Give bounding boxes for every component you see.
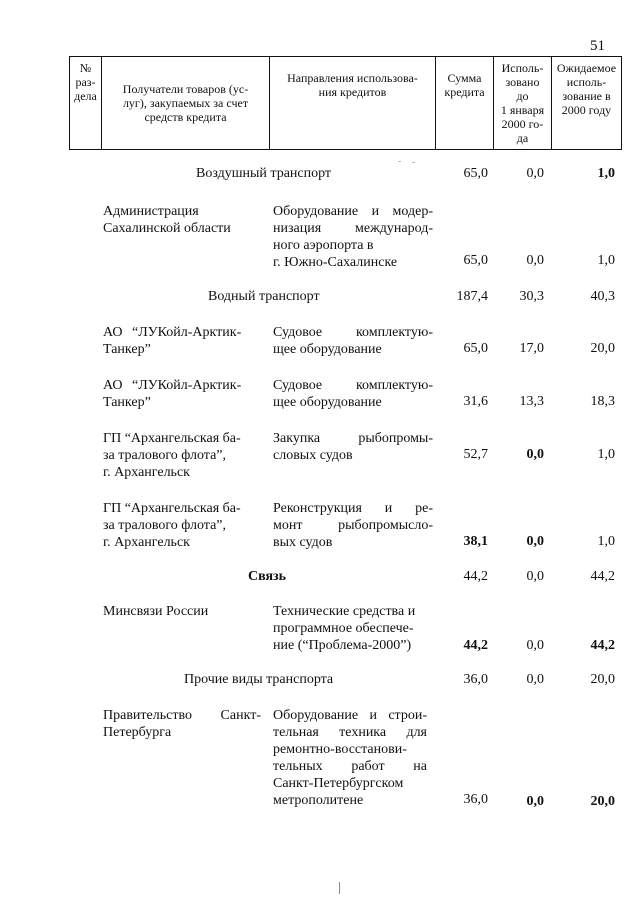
- header-col5-line: зовано: [505, 75, 540, 89]
- row-used: 0,0: [526, 534, 544, 549]
- section-used: 0,0: [526, 569, 544, 584]
- direction-cell: [273, 324, 433, 358]
- section-sum: 65,0: [463, 166, 488, 181]
- header-col3-line: Направления использова-: [287, 71, 418, 85]
- direction-line: Санкт-Петербургском: [273, 776, 404, 791]
- header-col5-line: да: [516, 131, 529, 145]
- header-col2-line: Получатели товаров (ус-: [122, 82, 249, 96]
- direction-line: Судовое комплектую-: [273, 325, 433, 340]
- recipient-cell: [103, 324, 263, 358]
- scan-mark: [339, 882, 340, 894]
- recipient-line: г. Архангельск: [103, 535, 190, 550]
- recipient-line: ГП “Архангельская ба-: [103, 431, 241, 446]
- recipient-line: Администрация: [103, 204, 199, 219]
- recipient-line: Минсвязи России: [103, 604, 209, 619]
- section-used: 30,3: [519, 289, 544, 304]
- section-sum: 187,4: [456, 289, 488, 304]
- header-col1-line: дела: [74, 89, 97, 103]
- recipient-line: Правительство Санкт-: [103, 708, 261, 723]
- section-expected: 20,0: [590, 672, 615, 687]
- recipient-line: Петербурга: [103, 725, 172, 740]
- header-col6-line: зование в: [562, 89, 611, 103]
- recipient-line: за тралового флота”,: [103, 518, 227, 533]
- direction-line: словых судов: [273, 448, 353, 463]
- recipient-line: Сахалинской области: [103, 221, 231, 236]
- row-used: 0,0: [526, 253, 544, 268]
- row-expected: 20,0: [590, 794, 615, 809]
- direction-line: тельных работ на: [273, 759, 427, 774]
- direction-line: тельная техника для: [273, 725, 427, 740]
- direction-line: щее оборудование: [273, 342, 382, 357]
- direction-line: программное обеспече-: [273, 621, 414, 636]
- direction-line: ние (“Проблема-2000”): [273, 638, 412, 653]
- recipient-cell: [103, 707, 261, 741]
- header-col-expected: [552, 57, 621, 149]
- table-header: [69, 56, 622, 150]
- row-sum: 36,0: [463, 792, 488, 807]
- row-used: 17,0: [519, 341, 544, 356]
- header-col6-line: 2000 году: [561, 103, 612, 117]
- header-col5-line: 1 января: [500, 103, 545, 117]
- row-used: 0,0: [526, 447, 544, 462]
- row-sum: 31,6: [463, 394, 488, 409]
- recipient-line: АО “ЛУКойл-Арктик-: [103, 378, 242, 393]
- header-col3-line: ния кредитов: [318, 85, 387, 99]
- direction-line: Оборудование и строи-: [273, 708, 427, 723]
- recipient-line: АО “ЛУКойл-Арктик-: [103, 325, 242, 340]
- row-expected: 44,2: [590, 638, 615, 653]
- header-col5-line: Исполь-: [501, 61, 544, 75]
- direction-line: низация международ-: [273, 221, 433, 236]
- recipient-line: за тралового флота”,: [103, 448, 227, 463]
- header-col-recipients: [102, 57, 270, 149]
- direction-line: метрополитене: [273, 793, 364, 808]
- direction-cell: [273, 430, 433, 464]
- header-col-section-no: [70, 57, 102, 149]
- page-number: 51: [590, 38, 605, 54]
- recipient-cell: [103, 377, 263, 411]
- header-col1-line: раз-: [75, 75, 96, 89]
- direction-cell: [273, 603, 438, 654]
- section-expected: 40,3: [590, 289, 615, 304]
- section-sum: 36,0: [463, 672, 488, 687]
- direction-line: Реконструкция и ре-: [273, 501, 433, 516]
- row-sum: 52,7: [463, 447, 488, 462]
- direction-cell: [273, 203, 433, 271]
- recipient-line: ГП “Архангельская ба-: [103, 501, 241, 516]
- direction-line: ремонтно-восстанови-: [273, 742, 407, 757]
- direction-line: Оборудование и модер-: [273, 204, 433, 219]
- section-expected: 44,2: [590, 569, 615, 584]
- row-expected: 1,0: [597, 447, 615, 462]
- direction-line: щее оборудование: [273, 395, 382, 410]
- section-used: 0,0: [526, 672, 544, 687]
- direction-line: Технические средства и: [273, 604, 416, 619]
- header-col6-line: Ожидаемое: [556, 61, 617, 75]
- section-title-water: Водный транспорт: [208, 289, 320, 304]
- row-sum: 65,0: [463, 253, 488, 268]
- direction-line: монт рыбопромысло-: [273, 518, 433, 533]
- direction-cell: [273, 500, 433, 551]
- recipient-line: г. Архангельск: [103, 465, 190, 480]
- recipient-cell: [103, 203, 263, 237]
- section-expected: 1,0: [597, 166, 615, 181]
- direction-cell: [273, 707, 427, 809]
- header-col6-line: исполь-: [566, 75, 607, 89]
- section-title-air: Воздушный транспорт: [196, 166, 332, 181]
- header-col2-line: луг), закупаемых за счет: [122, 96, 249, 110]
- header-col5-line: до: [516, 89, 529, 103]
- header-col1-line: №: [79, 61, 92, 75]
- recipient-line: Танкер”: [103, 395, 151, 410]
- section-used: 0,0: [526, 166, 544, 181]
- direction-line: вых судов: [273, 535, 333, 550]
- row-expected: 1,0: [597, 534, 615, 549]
- row-used: 13,3: [519, 394, 544, 409]
- header-col4-line: Сумма: [447, 71, 482, 85]
- row-sum: 65,0: [463, 341, 488, 356]
- section-title-other-transport: Прочие виды транспорта: [184, 672, 334, 687]
- section-sum: 44,2: [463, 569, 488, 584]
- direction-line: Закупка рыбопромы-: [273, 431, 433, 446]
- header-col2-line: средств кредита: [144, 110, 227, 124]
- recipient-cell: [103, 603, 263, 620]
- header-col-used: [494, 57, 552, 149]
- direction-line: Судовое комплектую-: [273, 378, 433, 393]
- recipient-cell: [103, 500, 263, 551]
- header-col4-line: кредита: [444, 85, 485, 99]
- row-sum: 38,1: [463, 534, 488, 549]
- scan-speck: [398, 161, 401, 162]
- row-expected: 20,0: [590, 341, 615, 356]
- row-expected: 1,0: [597, 253, 615, 268]
- header-col-credit-sum: [436, 57, 494, 149]
- direction-cell: [273, 377, 433, 411]
- section-title-communications: Связь: [248, 569, 287, 584]
- row-sum: 44,2: [463, 638, 488, 653]
- recipient-line: Танкер”: [103, 342, 151, 357]
- recipient-cell: [103, 430, 263, 481]
- direction-line: ного аэропорта в: [273, 238, 374, 253]
- row-expected: 18,3: [590, 394, 615, 409]
- row-used: 0,0: [526, 794, 544, 809]
- direction-line: г. Южно-Сахалинске: [273, 255, 398, 270]
- header-col5-line: 2000 го-: [501, 117, 544, 131]
- scan-speck: [412, 162, 415, 163]
- row-used: 0,0: [526, 638, 544, 653]
- header-col-directions: [270, 57, 436, 149]
